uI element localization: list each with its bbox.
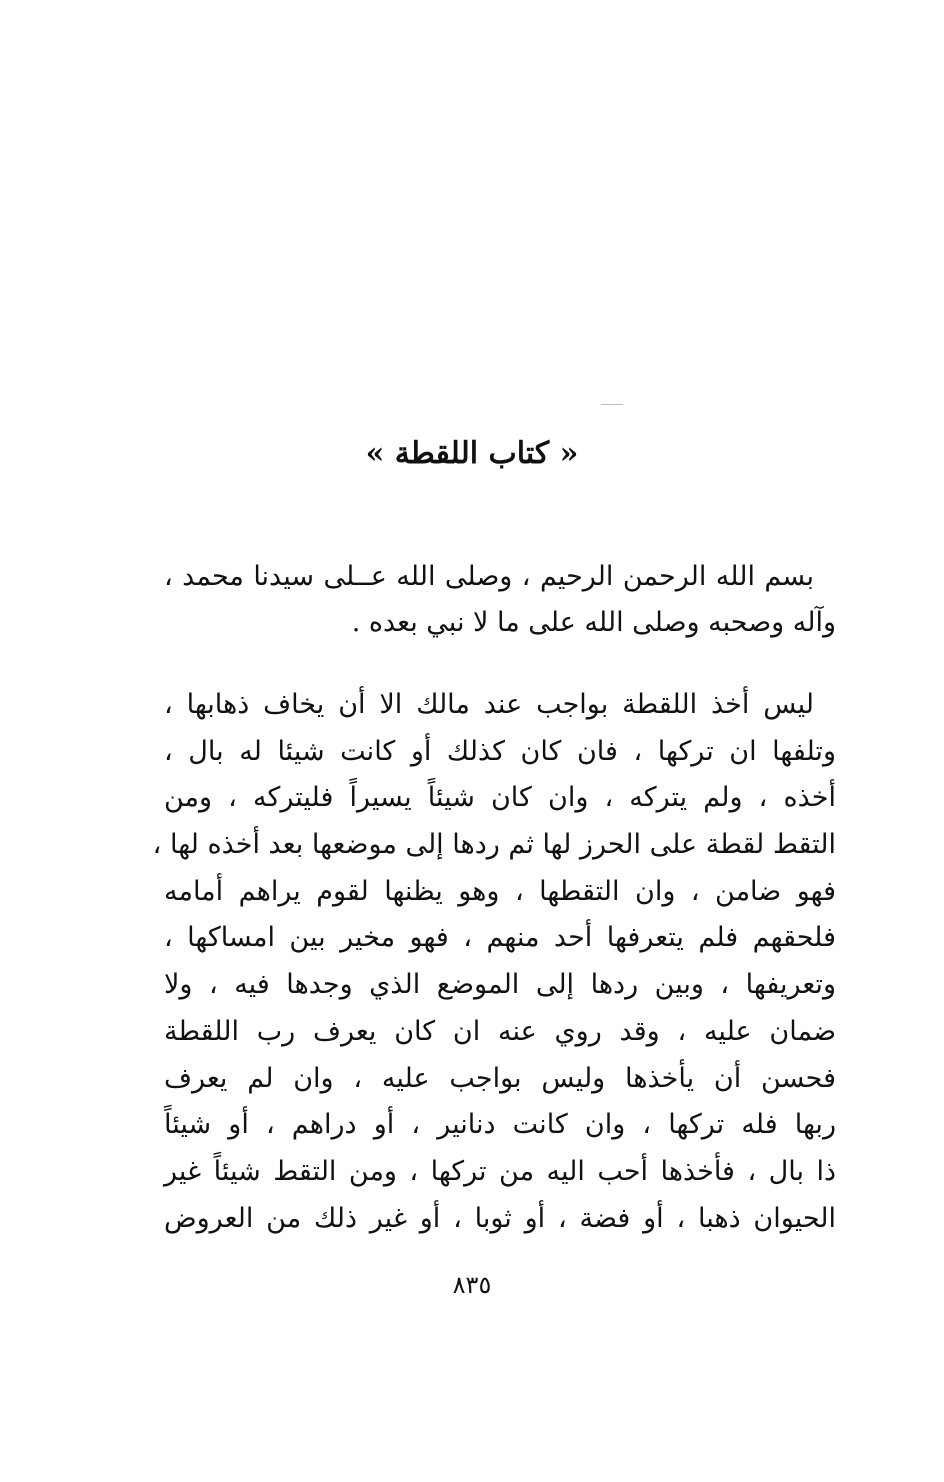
text-line: ذا بال ، فأخذها أحب اليه من تركها ، ومن التقط شيئاً غير <box>164 1155 836 1187</box>
basmala-paragraph <box>164 554 836 646</box>
text-line: وتعريفها ، وبين ردها إلى الموضع الذي وجدها فيه ، ولا <box>164 969 836 1001</box>
text-line: وتلفها ان تركها ، فان كان كذلك أو كانت شيئا له بال ، <box>164 735 836 767</box>
text-line: بسم الله الرحمن الرحيم ، وصلى الله عــلى سيدنا محمد ، <box>164 561 814 592</box>
text-line: أخذه ، ولم يتركه ، وان كان شيئاً يسيراً فليتركه ، ومن <box>164 782 836 814</box>
page-number: ٨٣٥ <box>452 1271 492 1299</box>
text-line: فحسن أن يأخذها وليس بواجب عليه ، وان لم يعرف <box>164 1062 836 1094</box>
text-line: ضمان عليه ، وقد روي عنه ان كان يعرف رب اللقطة <box>164 1015 836 1047</box>
chapter-title: « كتاب اللقطة » <box>365 436 579 471</box>
body-paragraph <box>152 682 836 1242</box>
text-line: ربها فله تركها ، وان كانت دنانير ، أو دراهم ، أو شيئاً <box>164 1109 836 1141</box>
text-line: التقط لقطة على الحرز لها ثم ردها إلى موضعها بعد أخذه لها ، <box>152 829 836 861</box>
text-line: ليس أخذ اللقطة بواجب عند مالك الا أن يخاف ذهابها ، <box>164 689 814 720</box>
text-line: الحيوان ذهبا ، أو فضة ، أو ثوبا ، أو غير ذلك من العروض <box>164 1202 836 1234</box>
text-line: فهو ضامن ، وان التقطها ، وهو يظنها لقوم يراهم أمامه <box>164 875 836 907</box>
text-line: فلحقهم فلم يتعرفها أحد منهم ، فهو مخير بين امساكها ، <box>164 922 836 954</box>
print-speck <box>601 404 623 405</box>
text-line: وآله وصحبه وصلى الله على ما لا نبي بعده . <box>351 607 836 638</box>
